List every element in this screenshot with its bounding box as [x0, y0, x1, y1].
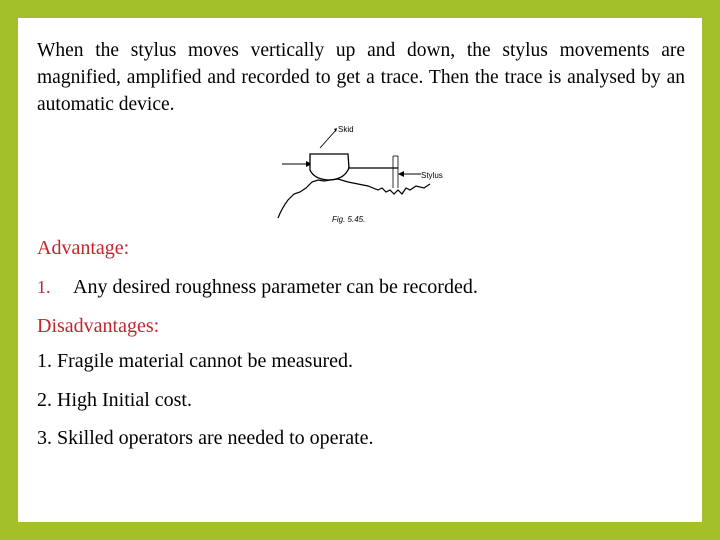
stylus-arrow-head [398, 171, 404, 177]
disadvantages-heading: Disadvantages: [37, 315, 160, 337]
skid-label: Skid [338, 125, 354, 134]
advantage-item-number: 1. [37, 277, 51, 297]
advantage-heading: Advantage: [37, 237, 130, 259]
intro-paragraph: When the stylus moves vertically up and down, the stylus movements are magnified, amplified and recorded to get a trace. Then the trace is analysed by an automatic device. [37, 40, 685, 115]
disadvantage-item: 3. Skilled operators are needed to operate. [37, 427, 374, 449]
stylus-diagram [258, 108, 448, 224]
stylus-label: Stylus [421, 171, 443, 180]
skid-arrow-line [320, 130, 336, 148]
advantage-item-text: Any desired roughness parameter can be recorded. [73, 276, 478, 298]
disadvantage-item: 2. High Initial cost. [37, 389, 192, 411]
advantage-item [37, 275, 478, 299]
figure-caption: Fig. 5.45. [332, 215, 366, 224]
disadvantage-item: 1. Fragile material cannot be measured. [37, 350, 353, 372]
stylus-skid-figure [258, 108, 448, 224]
surface-profile [278, 179, 430, 218]
skid-shape [310, 154, 349, 180]
slide [18, 18, 702, 522]
